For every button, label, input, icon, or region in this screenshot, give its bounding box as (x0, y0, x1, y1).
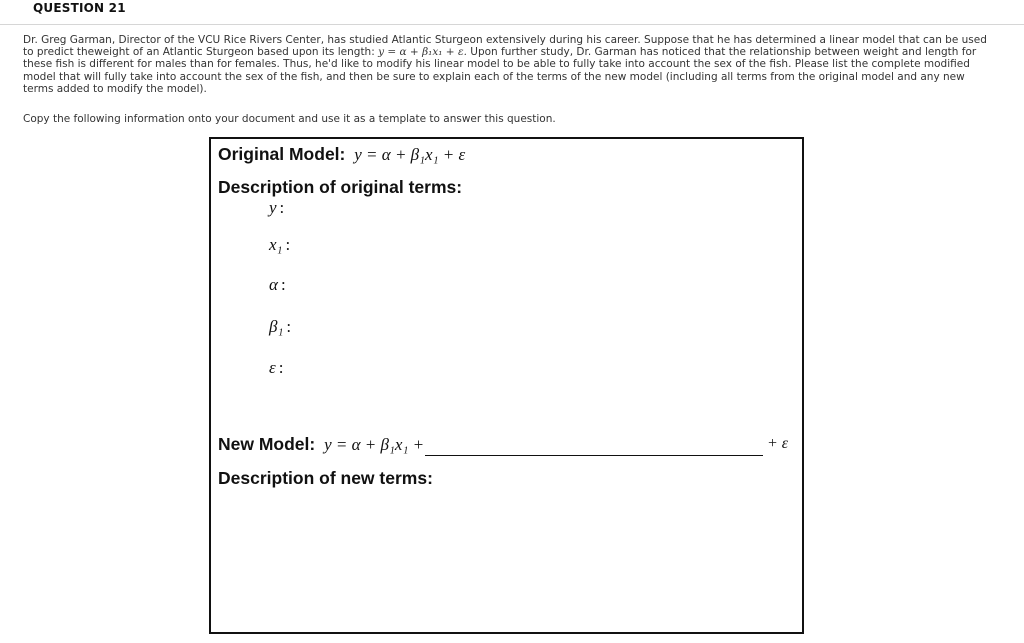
question-prompt (23, 34, 998, 95)
new-model-equation: y = α + β₁x₁ + (324, 435, 425, 454)
new-model-blank-line (425, 455, 763, 456)
term-x1-symbol: x₁ (269, 235, 283, 254)
term-alpha (269, 275, 286, 295)
term-beta1-symbol: β₁ (269, 317, 284, 336)
prompt-text-after: Upon further study, Dr. Garman has noticed that the relationship between weight and length for these fish is different for males than for females. Thus, he'd like to modify his linear model to be able to fully take into account the sex of the fish. Please list the complete modified model that will fully take into account the sex of the fish, and then be sure to explain each of the terms of the new model (including all terms from the original model and any new terms added to modify the model). (23, 46, 977, 95)
term-alpha-symbol: α (269, 275, 278, 294)
term-y-colon: : (279, 198, 285, 217)
desc-new-label: Description of new terms: (218, 468, 433, 488)
term-x1-colon: : (285, 235, 291, 254)
term-x1 (269, 235, 290, 255)
original-model-row (218, 144, 465, 165)
new-model-error-term: + ε (767, 435, 789, 452)
term-beta1-colon: : (286, 317, 292, 336)
prompt-inline-equation: y = α + β₁x₁ + ε. (378, 46, 467, 59)
term-y (269, 198, 284, 218)
term-beta1 (269, 317, 291, 337)
copy-instruction: Copy the following information onto your document and use it as a template to answer this question. (23, 113, 556, 125)
term-epsilon-colon: : (278, 358, 284, 377)
answer-template (209, 137, 804, 634)
prompt-text-before: Dr. Greg Garman, Director of the VCU Rice Rivers Center, has studied Atlantic Sturgeon extensively during his career. Suppose that he has determined a linear model that can be used to predict theweight of an Atlantic Sturgeon based upon its length: (23, 34, 987, 59)
question-title: QUESTION 21 (33, 1, 126, 15)
original-model-label: Original Model: (218, 144, 346, 164)
question-header (0, 0, 1024, 25)
new-model-label: New Model: (218, 434, 316, 454)
original-model-equation: y = α + β₁x₁ + ε (354, 145, 466, 164)
term-alpha-colon: : (280, 275, 286, 294)
desc-original-label: Description of original terms: (218, 177, 463, 197)
term-epsilon-symbol: ε (269, 358, 276, 377)
new-model-row (218, 434, 424, 455)
term-epsilon (269, 358, 283, 378)
term-y-symbol: y (269, 198, 277, 217)
